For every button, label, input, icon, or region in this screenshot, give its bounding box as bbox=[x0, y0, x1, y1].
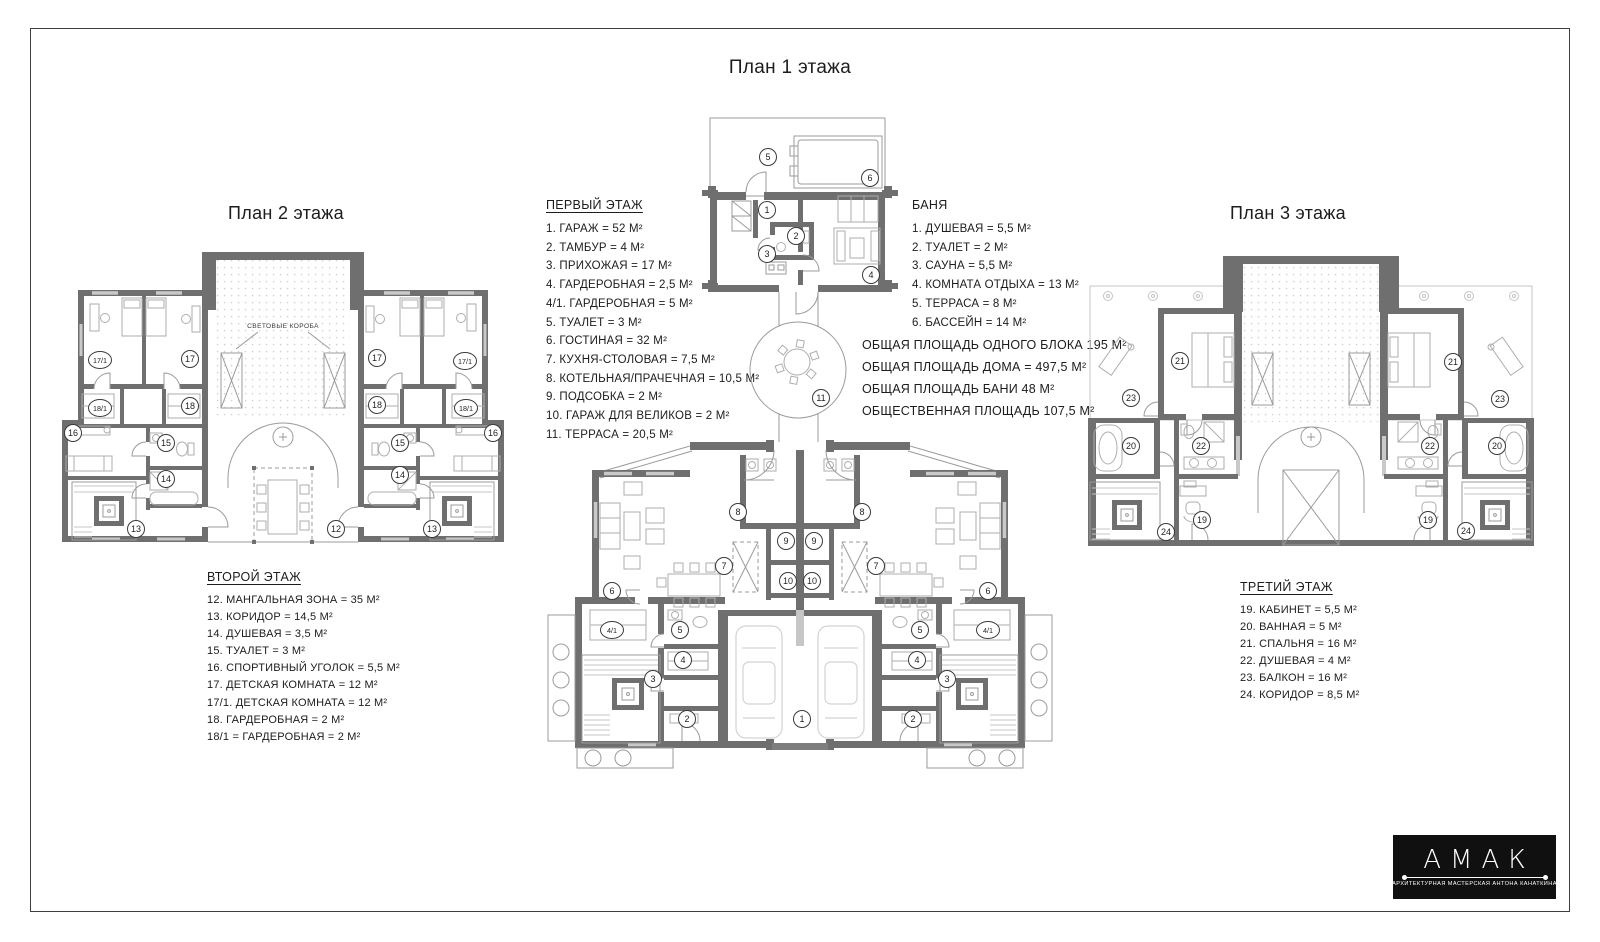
svg-text:20: 20 bbox=[1125, 441, 1137, 451]
svg-text:19: 19 bbox=[1196, 515, 1208, 525]
svg-text:15: 15 bbox=[160, 438, 172, 448]
legend-item: 3. САУНА = 5,5 М² bbox=[912, 260, 1013, 273]
plan-2-drawing bbox=[62, 252, 504, 552]
svg-text:22: 22 bbox=[1424, 441, 1436, 451]
house-center-parts bbox=[772, 450, 828, 750]
legend-item: ОБЩЕСТВЕННАЯ ПЛОЩАДЬ 107,5 М² bbox=[862, 404, 1095, 418]
svg-text:17/1: 17/1 bbox=[458, 357, 472, 366]
svg-text:7: 7 bbox=[873, 561, 879, 571]
legend-item: ОБЩАЯ ПЛОЩАДЬ ДОМА = 497,5 М² bbox=[862, 360, 1087, 374]
svg-text:24: 24 bbox=[1160, 527, 1172, 537]
svg-text:18/1: 18/1 bbox=[459, 404, 473, 413]
svg-text:16: 16 bbox=[487, 428, 499, 438]
legend-item: 19. КАБИНЕТ = 5,5 М² bbox=[1240, 604, 1357, 616]
svg-text:1: 1 bbox=[764, 205, 770, 215]
svg-text:5: 5 bbox=[765, 152, 771, 162]
svg-text:14: 14 bbox=[160, 474, 172, 484]
legend-item: 4. КОМНАТА ОТДЫХА = 13 М² bbox=[912, 279, 1079, 292]
legend-item: 11. ТЕРРАСА = 20,5 М² bbox=[546, 428, 674, 441]
svg-text:24: 24 bbox=[1460, 526, 1472, 536]
legend-item: 10. ГАРАЖ ДЛЯ ВЕЛИКОВ = 2 М² bbox=[546, 410, 730, 423]
legend-item: 6. ГОСТИНАЯ = 32 М² bbox=[546, 335, 668, 348]
logo-subtitle: АРХИТЕКТУРНАЯ МАСТЕРСКАЯ АНТОНА КАНАТКИНА bbox=[1392, 881, 1557, 887]
svg-text:1: 1 bbox=[799, 714, 805, 724]
svg-text:18: 18 bbox=[371, 400, 383, 410]
legend-second-floor-title: ВТОРОЙ ЭТАЖ bbox=[207, 570, 301, 584]
legend-item: 13. КОРИДОР = 14,5 М² bbox=[207, 611, 333, 624]
legend-item: 17. ДЕТСКАЯ КОМНАТА = 12 М² bbox=[207, 679, 378, 692]
svg-text:5: 5 bbox=[917, 625, 923, 635]
svg-text:5: 5 bbox=[677, 625, 683, 635]
svg-text:10: 10 bbox=[782, 576, 794, 586]
svg-text:6: 6 bbox=[985, 586, 991, 596]
svg-text:4: 4 bbox=[680, 655, 686, 665]
svg-text:2: 2 bbox=[684, 714, 690, 724]
svg-text:19: 19 bbox=[1422, 515, 1434, 525]
legend-item: 2. ТУАЛЕТ = 2 М² bbox=[912, 241, 1008, 254]
lightwell-stipple bbox=[216, 260, 350, 420]
svg-text:10: 10 bbox=[806, 576, 818, 586]
legend-item: 2. ТАМБУР = 4 М² bbox=[546, 241, 645, 254]
legend-item: ОБЩАЯ ПЛОЩАДЬ ОДНОГО БЛОКА 195 М² bbox=[862, 338, 1127, 352]
legend-item: 8. КОТЕЛЬНАЯ/ПРАЧЕЧНАЯ = 10,5 М² bbox=[546, 372, 760, 385]
legend-item: 12. МАНГАЛЬНАЯ ЗОНА = 35 М² bbox=[207, 594, 380, 606]
svg-text:18/1: 18/1 bbox=[93, 404, 107, 413]
svg-text:6: 6 bbox=[609, 586, 615, 596]
legend-item: 7. КУХНЯ-СТОЛОВАЯ = 7,5 М² bbox=[546, 353, 715, 366]
svg-text:21: 21 bbox=[1447, 357, 1459, 367]
svg-text:4: 4 bbox=[868, 270, 874, 280]
legend-item: 17/1. ДЕТСКАЯ КОМНАТА = 12 М² bbox=[207, 696, 388, 709]
legend-item: 4/1. ГАРДЕРОБНАЯ = 5 М² bbox=[546, 297, 693, 310]
svg-text:11: 11 bbox=[816, 393, 826, 403]
title-plan-2: План 2 этажа bbox=[228, 203, 344, 223]
svg-text:3: 3 bbox=[650, 674, 656, 684]
legend-item: 14. ДУШЕВАЯ = 3,5 М² bbox=[207, 628, 328, 641]
legend-item: 15. ТУАЛЕТ = 3 М² bbox=[207, 645, 306, 658]
svg-text:17: 17 bbox=[184, 354, 196, 364]
svg-text:4/1: 4/1 bbox=[607, 626, 617, 635]
legend-third-floor-items bbox=[1240, 602, 1359, 705]
lightwell-stipple bbox=[1243, 264, 1379, 422]
svg-text:21: 21 bbox=[1174, 356, 1186, 366]
svg-text:22: 22 bbox=[1195, 441, 1207, 451]
legend-item: 3. ПРИХОЖАЯ = 17 М² bbox=[546, 260, 672, 273]
svg-text:12: 12 bbox=[330, 524, 342, 534]
logo-amak bbox=[1393, 835, 1556, 899]
legend-item: 20. ВАННАЯ = 5 М² bbox=[1240, 621, 1342, 634]
house-left-half bbox=[548, 440, 796, 768]
svg-text:23: 23 bbox=[1125, 393, 1137, 403]
light-boxes-label: СВЕТОВЫЕ КОРОБА bbox=[247, 323, 319, 330]
svg-text:6: 6 bbox=[867, 173, 873, 183]
banya-drawing bbox=[702, 118, 898, 314]
legend-item: 18/1 = ГАРДЕРОБНАЯ = 2 М² bbox=[207, 730, 361, 743]
legend-second-floor bbox=[207, 570, 400, 746]
svg-text:2: 2 bbox=[793, 231, 799, 241]
legend-item: 23. БАЛКОН = 16 М² bbox=[1240, 672, 1348, 685]
svg-text:3: 3 bbox=[764, 249, 770, 259]
legend-banya-title: БАНЯ bbox=[912, 198, 948, 212]
legend-item: 24. КОРИДОР = 8,5 М² bbox=[1240, 689, 1360, 702]
svg-text:18: 18 bbox=[184, 401, 196, 411]
plan3-center-parts bbox=[1258, 427, 1364, 545]
legend-item: 21. СПАЛЬНЯ = 16 М² bbox=[1240, 638, 1357, 651]
title-plan-3: План 3 этажа bbox=[1230, 203, 1346, 223]
svg-text:9: 9 bbox=[783, 536, 789, 546]
svg-text:16: 16 bbox=[67, 428, 79, 438]
legend-item: 5. ТЕРРАСА = 8 М² bbox=[912, 297, 1017, 310]
svg-text:4/1: 4/1 bbox=[983, 626, 993, 635]
legend-item: 22. ДУШЕВАЯ = 4 М² bbox=[1240, 655, 1351, 668]
legend-third-floor bbox=[1240, 580, 1359, 705]
legend-item: 16. СПОРТИВНЫЙ УГОЛОК = 5,5 М² bbox=[207, 662, 400, 675]
svg-text:23: 23 bbox=[1494, 394, 1506, 404]
legend-item: 1. ГАРАЖ = 52 М² bbox=[546, 223, 643, 235]
svg-text:13: 13 bbox=[130, 524, 142, 534]
plan-1-drawing bbox=[540, 110, 1060, 780]
svg-text:17: 17 bbox=[371, 353, 383, 363]
svg-text:7: 7 bbox=[721, 561, 727, 571]
legend-first-floor-title: ПЕРВЫЙ ЭТАЖ bbox=[546, 198, 643, 212]
svg-text:8: 8 bbox=[735, 507, 741, 517]
legend-item: 9. ПОДСОБКА = 2 М² bbox=[546, 391, 663, 404]
svg-text:8: 8 bbox=[859, 507, 865, 517]
svg-text:15: 15 bbox=[394, 438, 406, 448]
legend-third-floor-title: ТРЕТИЙ ЭТАЖ bbox=[1240, 580, 1333, 594]
svg-text:17/1: 17/1 bbox=[93, 356, 107, 365]
svg-text:2: 2 bbox=[910, 714, 916, 724]
svg-text:3: 3 bbox=[944, 674, 950, 684]
svg-text:9: 9 bbox=[811, 536, 817, 546]
legend-item: 18. ГАРДЕРОБНАЯ = 2 М² bbox=[207, 713, 345, 726]
legend-second-floor-items bbox=[207, 592, 400, 746]
logo-divider bbox=[1405, 877, 1545, 878]
svg-text:20: 20 bbox=[1491, 441, 1503, 451]
title-plan-1: План 1 этажа bbox=[728, 57, 852, 78]
legend-item: 1. ДУШЕВАЯ = 5,5 М² bbox=[912, 223, 1031, 235]
plan-3-drawing bbox=[1068, 252, 1536, 552]
legend-item: 4. ГАРДЕРОБНАЯ = 2,5 М² bbox=[546, 279, 693, 292]
legend-item: ОБЩАЯ ПЛОЩАДЬ БАНИ 48 М² bbox=[862, 382, 1055, 396]
logo-name: АМАК bbox=[1423, 845, 1535, 875]
svg-text:4: 4 bbox=[914, 655, 920, 665]
legend-item: 6. БАССЕЙН = 14 М² bbox=[912, 316, 1027, 329]
svg-text:14: 14 bbox=[394, 470, 406, 480]
legend-item: 5. ТУАЛЕТ = 3 М² bbox=[546, 316, 642, 329]
svg-text:13: 13 bbox=[426, 524, 438, 534]
terrace-drawing bbox=[750, 292, 846, 442]
